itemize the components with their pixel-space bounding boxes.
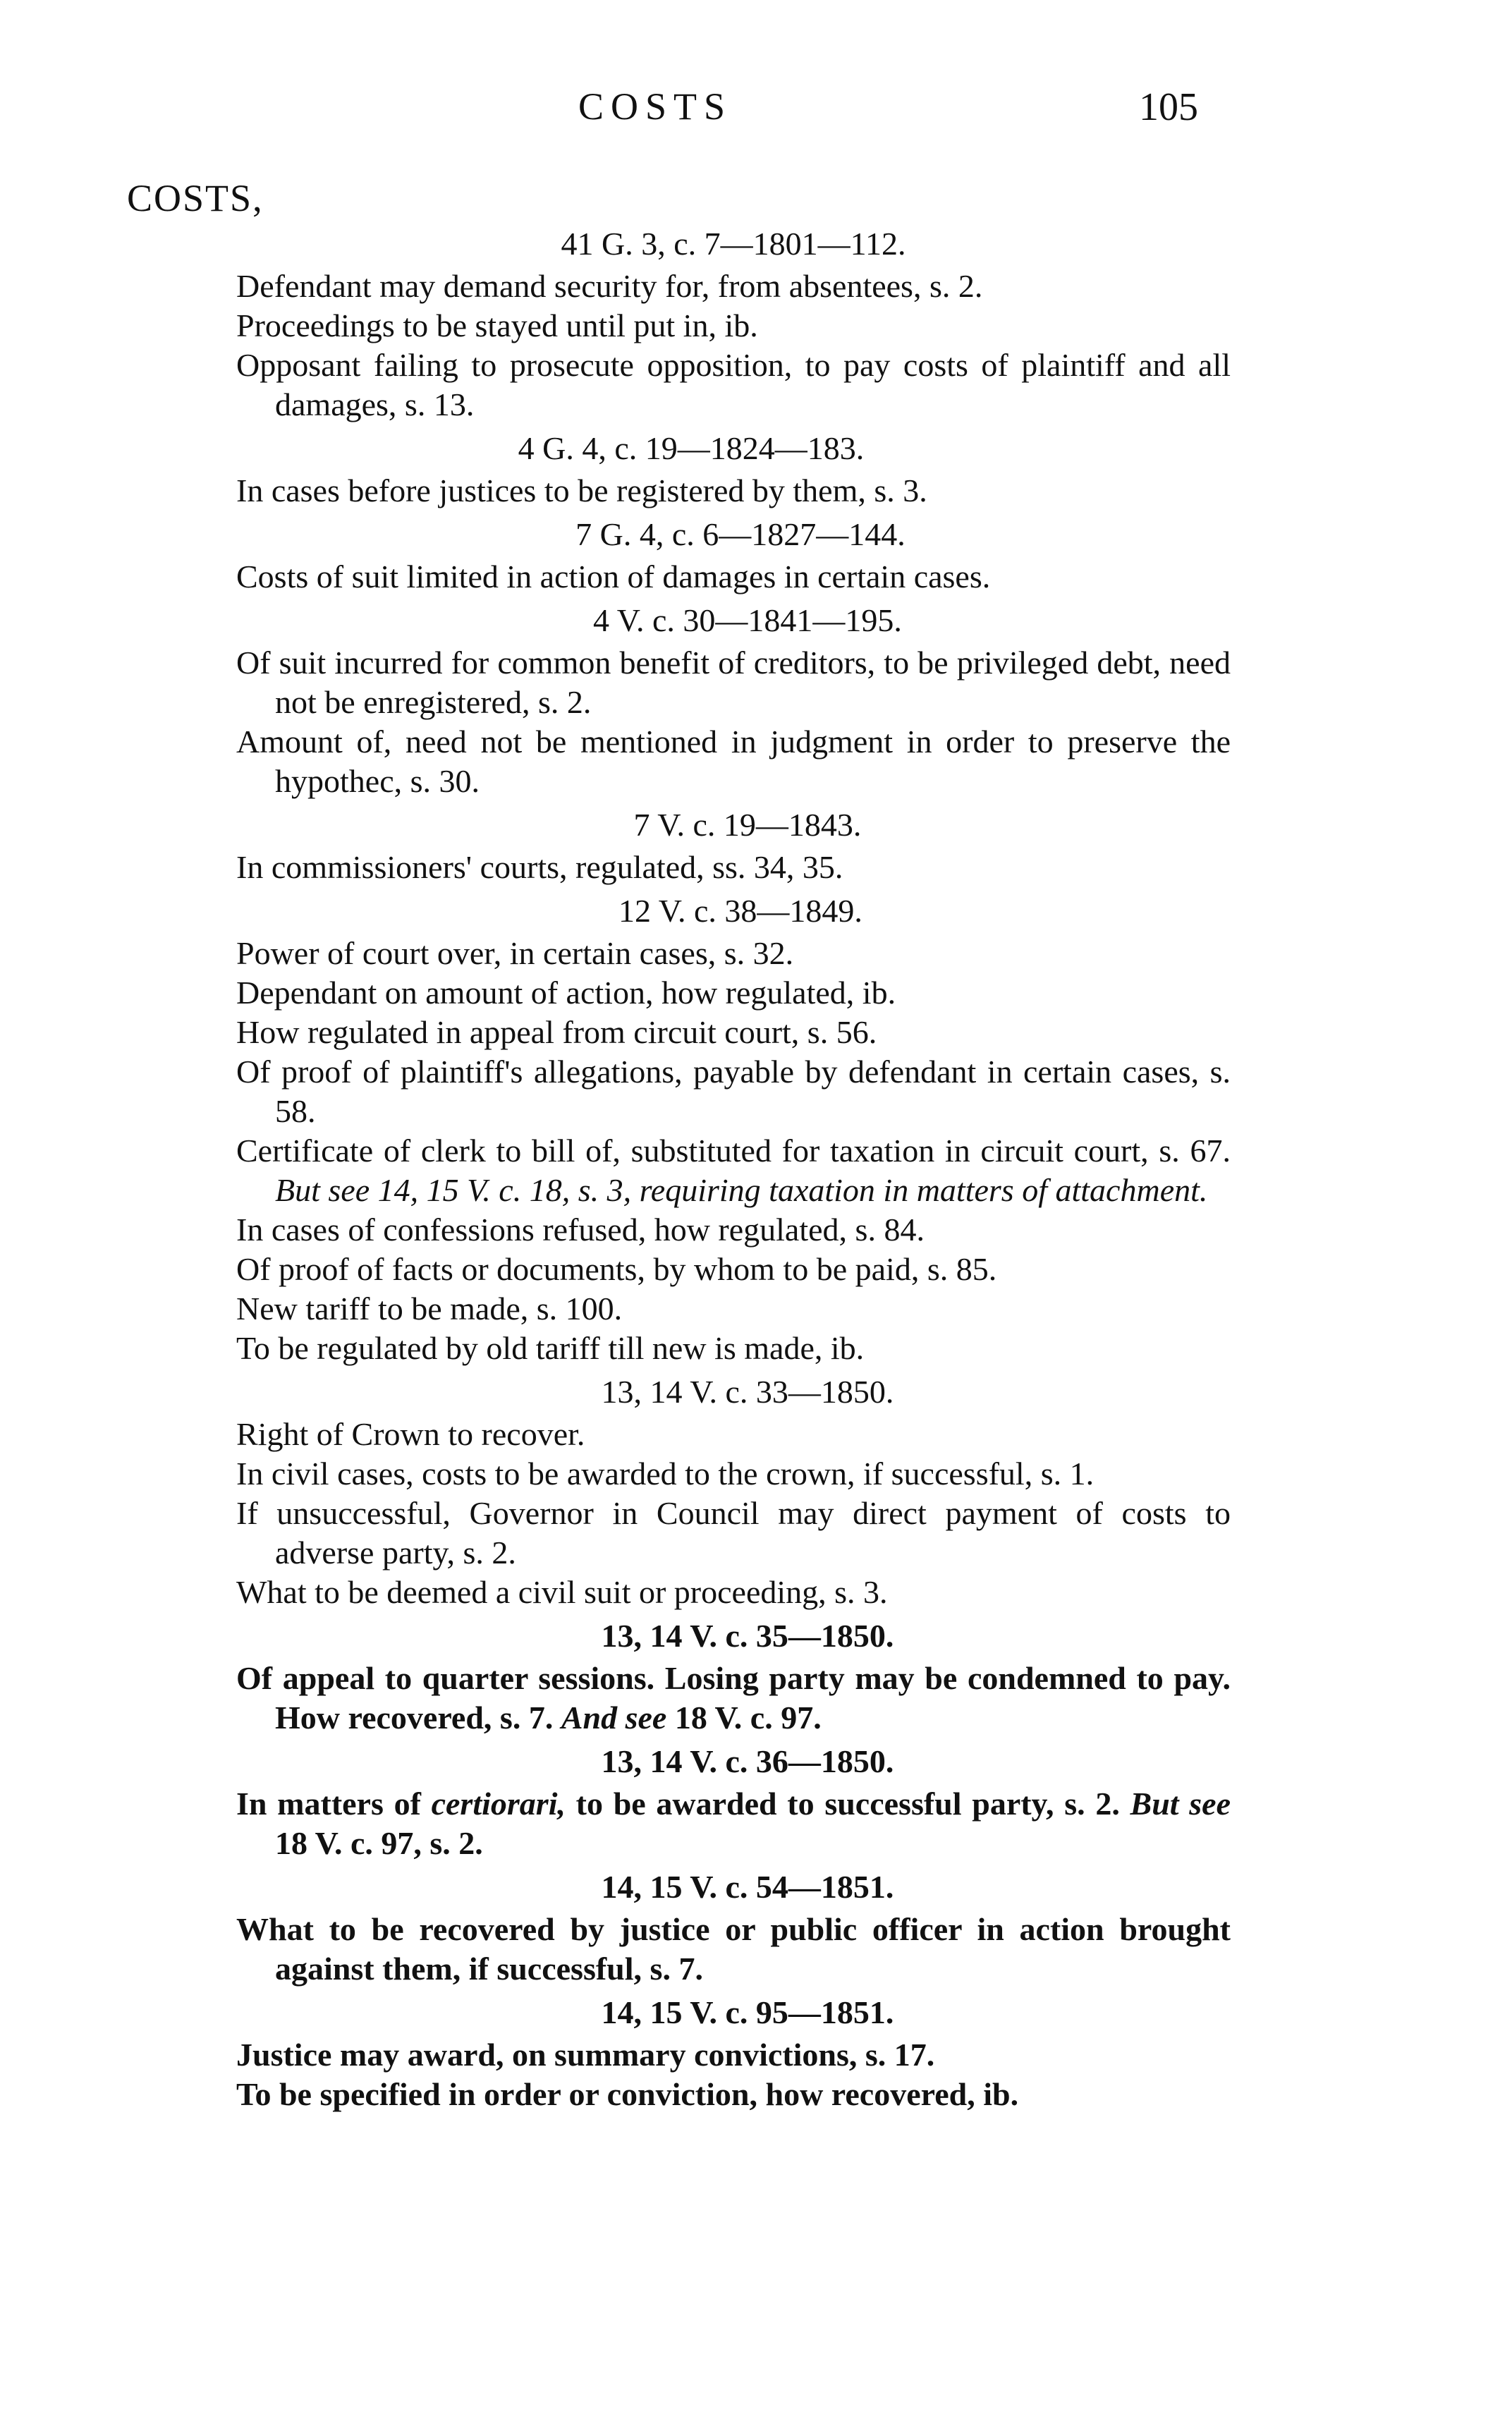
statute-heading: 14, 15 V. c. 95—1851. <box>601 1994 894 2030</box>
statute-heading: 13, 14 V. c. 36—1850. <box>601 1743 894 1779</box>
index-body <box>236 224 1231 2118</box>
index-entry: Dependant on amount of action, how regulated, ib. <box>236 975 896 1011</box>
statute-heading: 7 V. c. 19—1843. <box>633 807 862 843</box>
index-entry: Right of Crown to recover. <box>236 1416 585 1452</box>
index-entry: Opposant failing to prosecute opposition, to pay costs of plaintiff and all damages, s. 13. <box>236 347 1231 422</box>
index-entry: In commissioners' courts, regulated, ss. 34, 35. <box>236 849 843 885</box>
statute-heading: 13, 14 V. c. 33—1850. <box>601 1374 894 1410</box>
index-entry: To be specified in order or conviction, how recovered, ib. <box>236 2076 1019 2112</box>
statute-heading: 41 G. 3, c. 7—1801—112. <box>561 226 906 262</box>
italic-reference: But see 14, 15 V. c. 18, s. 3, requiring taxation in matters of attachment. <box>275 1172 1208 1208</box>
index-entry: Defendant may demand security for, from absentees, s. 2. <box>236 268 983 304</box>
index-entry: In cases of confessions refused, how regulated, s. 84. <box>236 1212 925 1248</box>
index-entry: If unsuccessful, Governor in Council may direct payment of costs to adverse party, s. 2. <box>236 1495 1231 1571</box>
index-entry: Justice may award, on summary convictions, s. 17. <box>236 2037 935 2073</box>
statute-heading: 7 G. 4, c. 6—1827—144. <box>575 516 906 552</box>
statute-heading: 13, 14 V. c. 35—1850. <box>601 1618 894 1654</box>
italic-reference: But see <box>1130 1786 1231 1822</box>
index-entry: Of proof of facts or documents, by whom to be paid, s. 85. <box>236 1251 997 1287</box>
running-head-title: COSTS <box>578 85 733 128</box>
index-entry: In civil cases, costs to be awarded to the crown, if successful, s. 1. <box>236 1456 1095 1492</box>
index-entry: In cases before justices to be registered by them, s. 3. <box>236 472 927 508</box>
italic-reference: certiorari, <box>431 1786 566 1822</box>
running-head <box>0 85 1512 141</box>
index-entry: What to be recovered by justice or public officer in action brought against them, if successful, s. 7. <box>236 1911 1231 1987</box>
statute-heading: 14, 15 V. c. 54—1851. <box>601 1869 894 1905</box>
index-entry: Power of court over, in certain cases, s. 32. <box>236 935 794 971</box>
index-entry: Of suit incurred for common benefit of creditors, to be privileged debt, need not be enregistered, s. 2. <box>236 645 1231 720</box>
index-entry: Costs of suit limited in action of damages in certain cases. <box>236 559 991 594</box>
index-entry: Amount of, need not be mentioned in judgment in order to preserve the hypothec, s. 30. <box>236 724 1231 799</box>
index-entry: Of proof of plaintiff's allegations, payable by defendant in certain cases, s. 58. <box>236 1054 1231 1129</box>
statute-heading: 4 G. 4, c. 19—1824—183. <box>518 430 865 466</box>
index-entry: Of appeal to quarter sessions. Losing party may be condemned to pay. How recovered, s. 7. And see 18 V. c. 97. <box>236 1660 1231 1736</box>
statute-heading: 12 V. c. 38—1849. <box>618 893 862 929</box>
index-entry: In matters of certiorari, to be awarded to successful party, s. 2. But see 18 V. c. 97, s. 2. <box>236 1786 1231 1861</box>
section-title: COSTS, <box>127 177 264 219</box>
index-entry: New tariff to be made, s. 100. <box>236 1291 623 1327</box>
index-entry: Proceedings to be stayed until put in, ib. <box>236 307 758 343</box>
page-number: 105 <box>1139 85 1198 129</box>
index-entry: Certificate of clerk to bill of, substituted for taxation in circuit court, s. 67. But see 14, 15 V. c. 18, s. 3, requiring taxation in matters of attachment. <box>236 1133 1231 1208</box>
index-entry: To be regulated by old tariff till new is made, ib. <box>236 1330 865 1366</box>
statute-heading: 4 V. c. 30—1841—195. <box>593 602 902 638</box>
index-entry: What to be deemed a civil suit or proceeding, s. 3. <box>236 1574 888 1610</box>
italic-reference: And see <box>561 1700 667 1736</box>
index-entry: How regulated in appeal from circuit court, s. 56. <box>236 1014 877 1050</box>
